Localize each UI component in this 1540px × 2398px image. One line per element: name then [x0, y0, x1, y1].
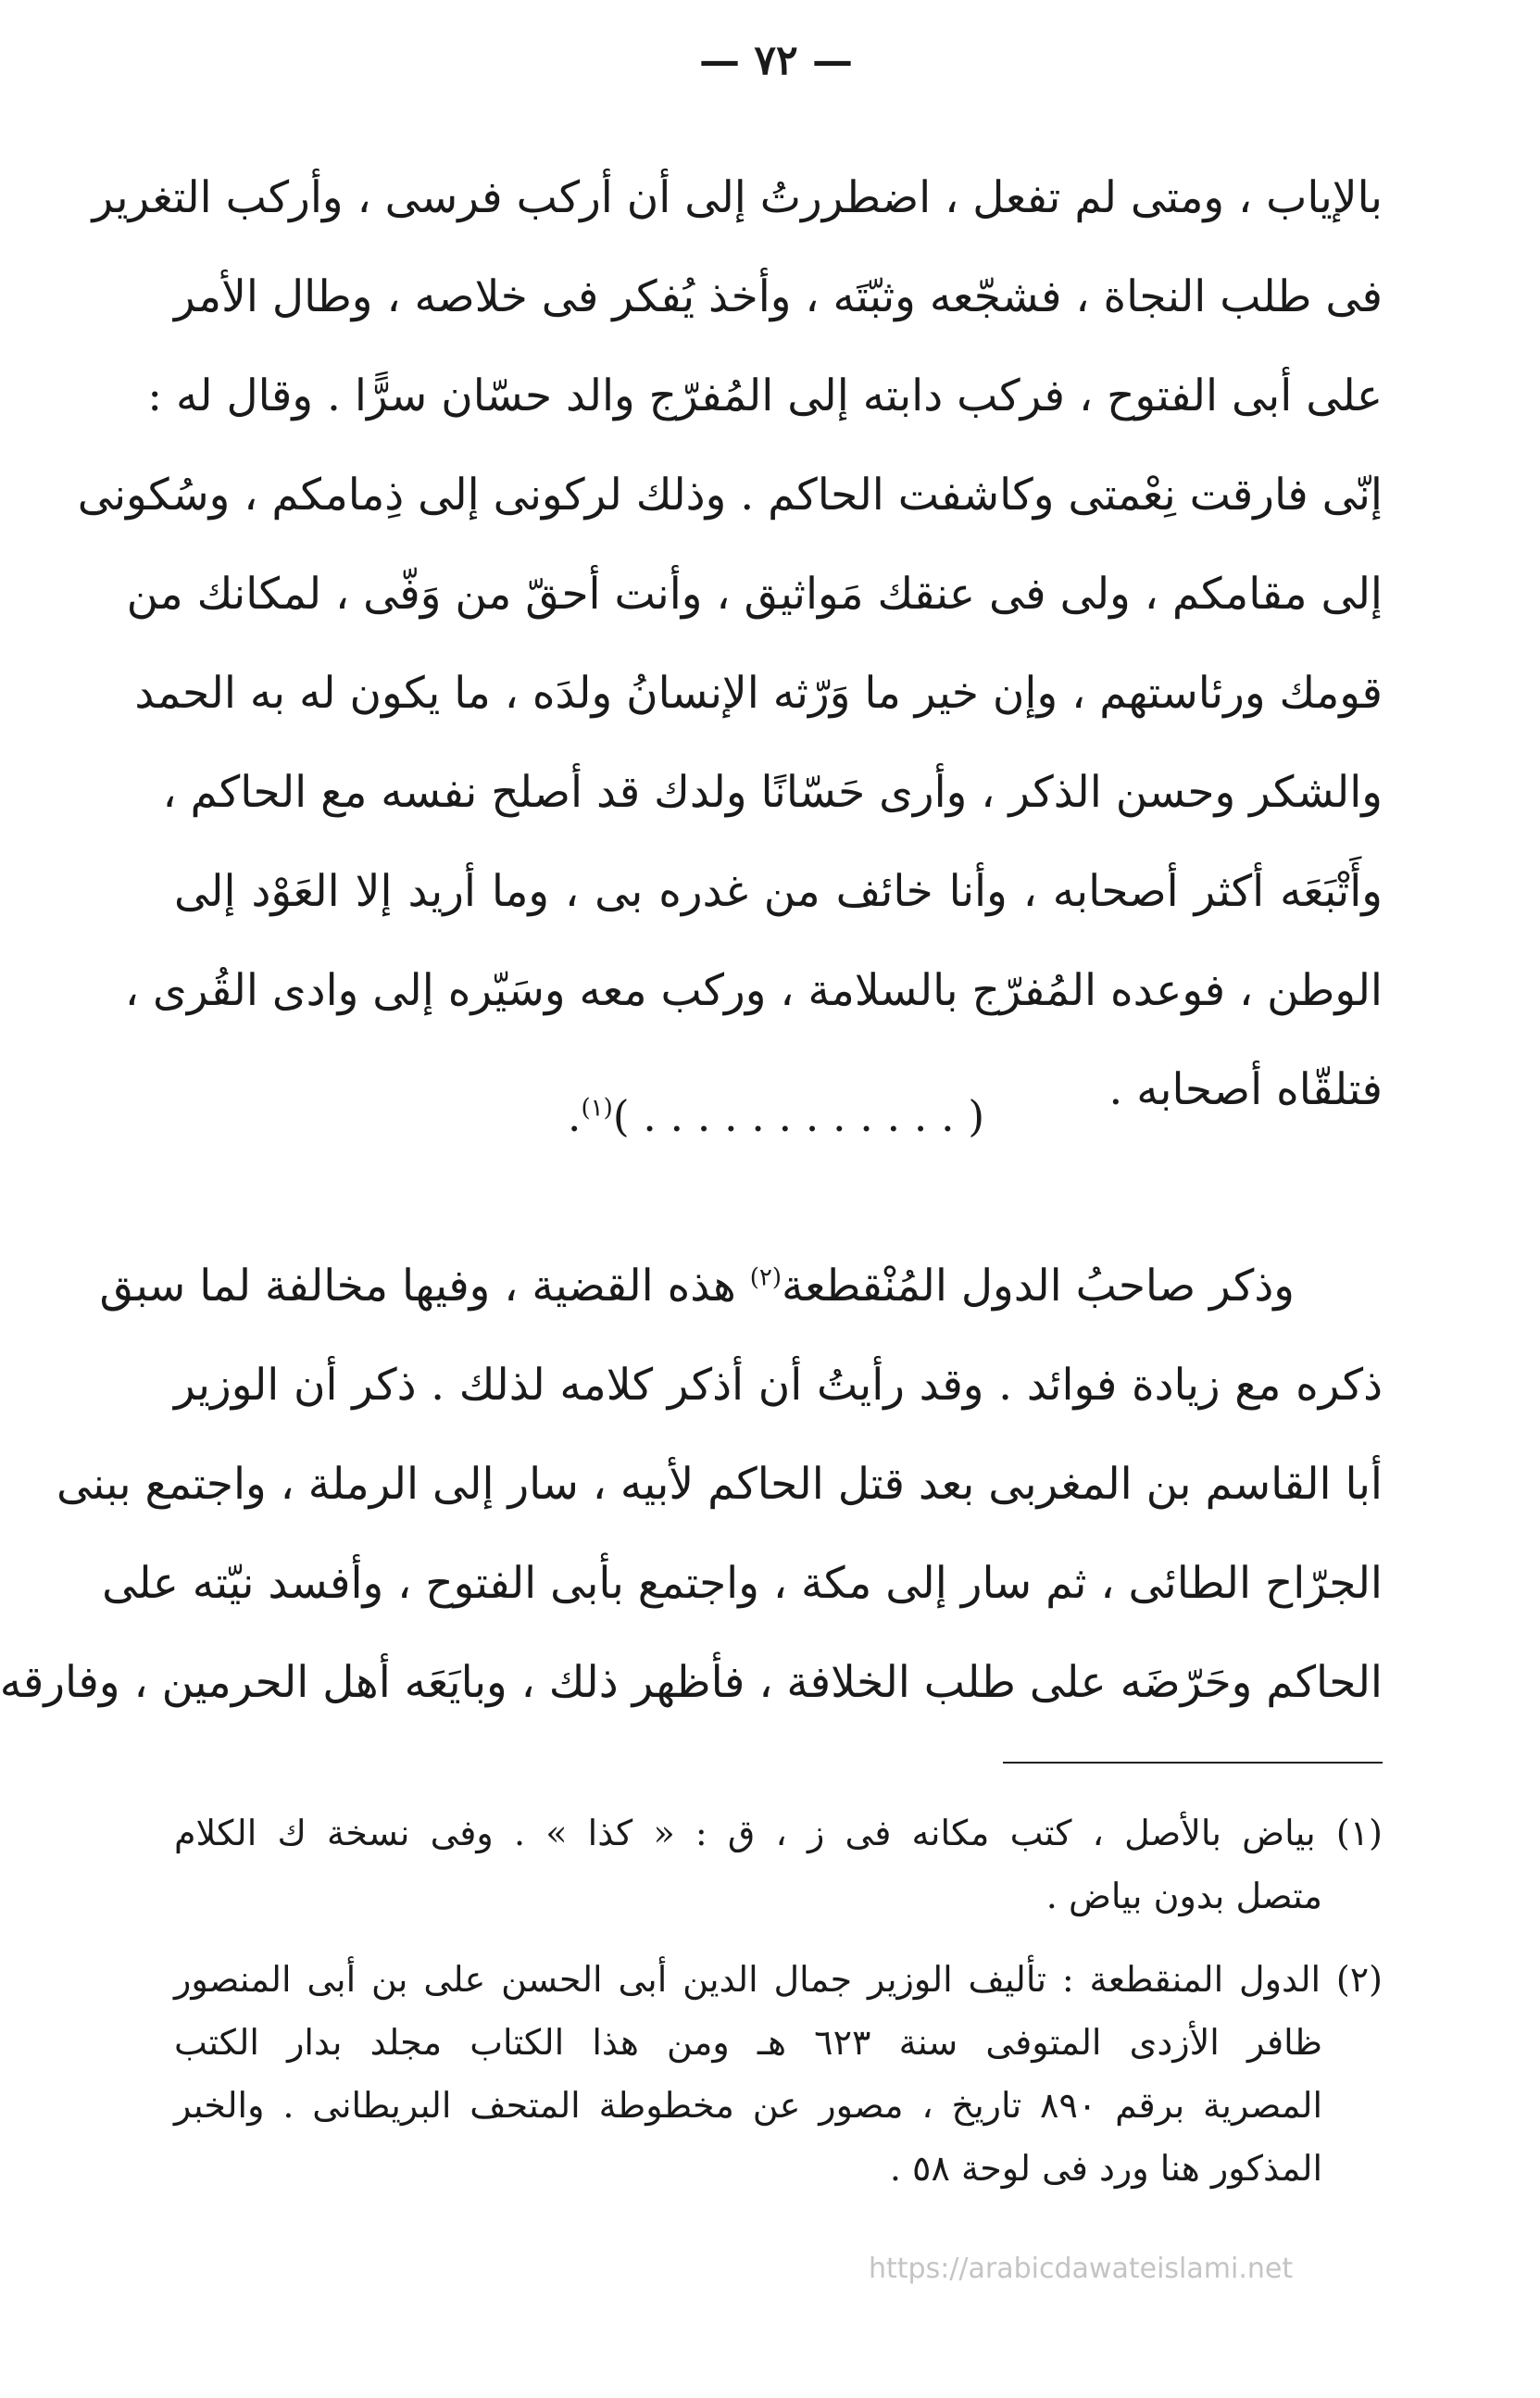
- page-number: — ٧٢ —: [699, 37, 853, 84]
- footnote-line: المذكور هنا ورد فى لوحة ٥٨ .: [889, 2148, 1322, 2189]
- text-line: على أبى الفتوح ، فركب دابته إلى المُفرّج والد حسّان سرًّا . وقال له :: [147, 370, 1383, 421]
- text-line: ذكره مع زيادة فوائد . وقد رأيتُ أن أذكر كلامه لذلك . ذكر أن الوزير: [174, 1360, 1383, 1411]
- lacuna-end: .: [567, 1091, 582, 1141]
- text-line: قومك ورئاستهم ، وإن خير ما وَرّثه الإنسانُ ولدَه ، ما يكون له به الحمد: [134, 668, 1383, 719]
- footnotes: [174, 1802, 1383, 2200]
- footnote-2: [174, 1948, 1383, 2200]
- text-line: فى طلب النجاة ، فشجّعه وثبّتَه ، وأخذ يُفكر فى خلاصه ، وطال الأمر: [174, 271, 1383, 322]
- text-line: والشكر وحسن الذكر ، وأرى حَسّانًا ولدك قد أصلح نفسه مع الحاكم ،: [162, 767, 1383, 818]
- main-paragraph: [77, 148, 1383, 1139]
- footnote-ref-1[interactable]: (١): [581, 1094, 613, 1123]
- text-line: [99, 1237, 1383, 1336]
- text-line: أبا القاسم بن المغربى بعد قتل الحاكم لأبيه ، سار إلى الرملة ، واجتمع ببنى: [56, 1459, 1383, 1510]
- footnote-1: [174, 1802, 1383, 1927]
- second-paragraph: [0, 1237, 1383, 1732]
- footnote-ref-2[interactable]: (٢): [749, 1263, 782, 1292]
- line-start: وذكر صاحبُ الدول المُنْقطعة: [781, 1261, 1295, 1312]
- text-line: إنّى فارقت نِعْمتى وكاشفت الحاكم . وذلك لركونى إلى ذِمامكم ، وسُكونى: [77, 470, 1383, 521]
- watermark-url: https://arabicdawateislami.net: [869, 2253, 1294, 2285]
- lacuna-dots: ( . . . . . . . . . . . . ): [612, 1091, 985, 1141]
- text-line: الحاكم وحَرّضَه على طلب الخلافة ، فأظهر ذلك ، وبايَعَه أهل الحرمين ، وفارقه: [0, 1657, 1383, 1708]
- text-line: وأَتْبَعَه أكثر أصحابه ، وأنا خائف من غدره بى ، وما أريد إلا العَوْد إلى: [174, 866, 1383, 917]
- text-line: الجرّاح الطائى ، ثم سار إلى مكة ، واجتمع بأبى الفتوح ، وأفسد نيّته على: [102, 1558, 1383, 1609]
- line-rest: هذه القضية ، وفيها مخالفة لما سبق: [99, 1261, 736, 1312]
- lacuna-marker: [12, 1091, 1540, 1141]
- text-line: فتلقّاه أصحابه .: [1108, 1064, 1383, 1115]
- footnote-line: (٢) الدول المنقطعة : تأليف الوزير جمال الدين أبى الحسن على بن أبى المنصور: [174, 1959, 1383, 2000]
- footnote-line: (١) بياض بالأصل ، كتب مكانه فى ز ، ق : « كذا » . وفى نسخة ك الكلام: [174, 1813, 1383, 1853]
- footnote-line: ظافر الأزدى المتوفى سنة ٦٢٣ هـ ومن هذا الكتاب مجلد بدار الكتب: [174, 2022, 1322, 2063]
- text-line: الوطن ، فوعده المُفرّج بالسلامة ، وركب معه وسَيّره إلى وادى القُرى ،: [124, 965, 1383, 1016]
- text-line: إلى مقامكم ، ولى فى عنقك مَواثيق ، وأنت أحقّ من وَفّى ، لمكانك من: [126, 569, 1383, 620]
- text-line: بالإياب ، ومتى لم تفعل ، اضطررتُ إلى أن أركب فرسى ، وأركب التغرير: [92, 172, 1383, 223]
- footnote-line: المصرية برقم ٨٩٠ تاريخ ، مصور عن مخطوطة المتحف البريطانى . والخبر: [174, 2085, 1322, 2126]
- footnote-line: متصل بدون بياض .: [1045, 1876, 1322, 1916]
- footnote-divider: [1003, 1762, 1383, 1764]
